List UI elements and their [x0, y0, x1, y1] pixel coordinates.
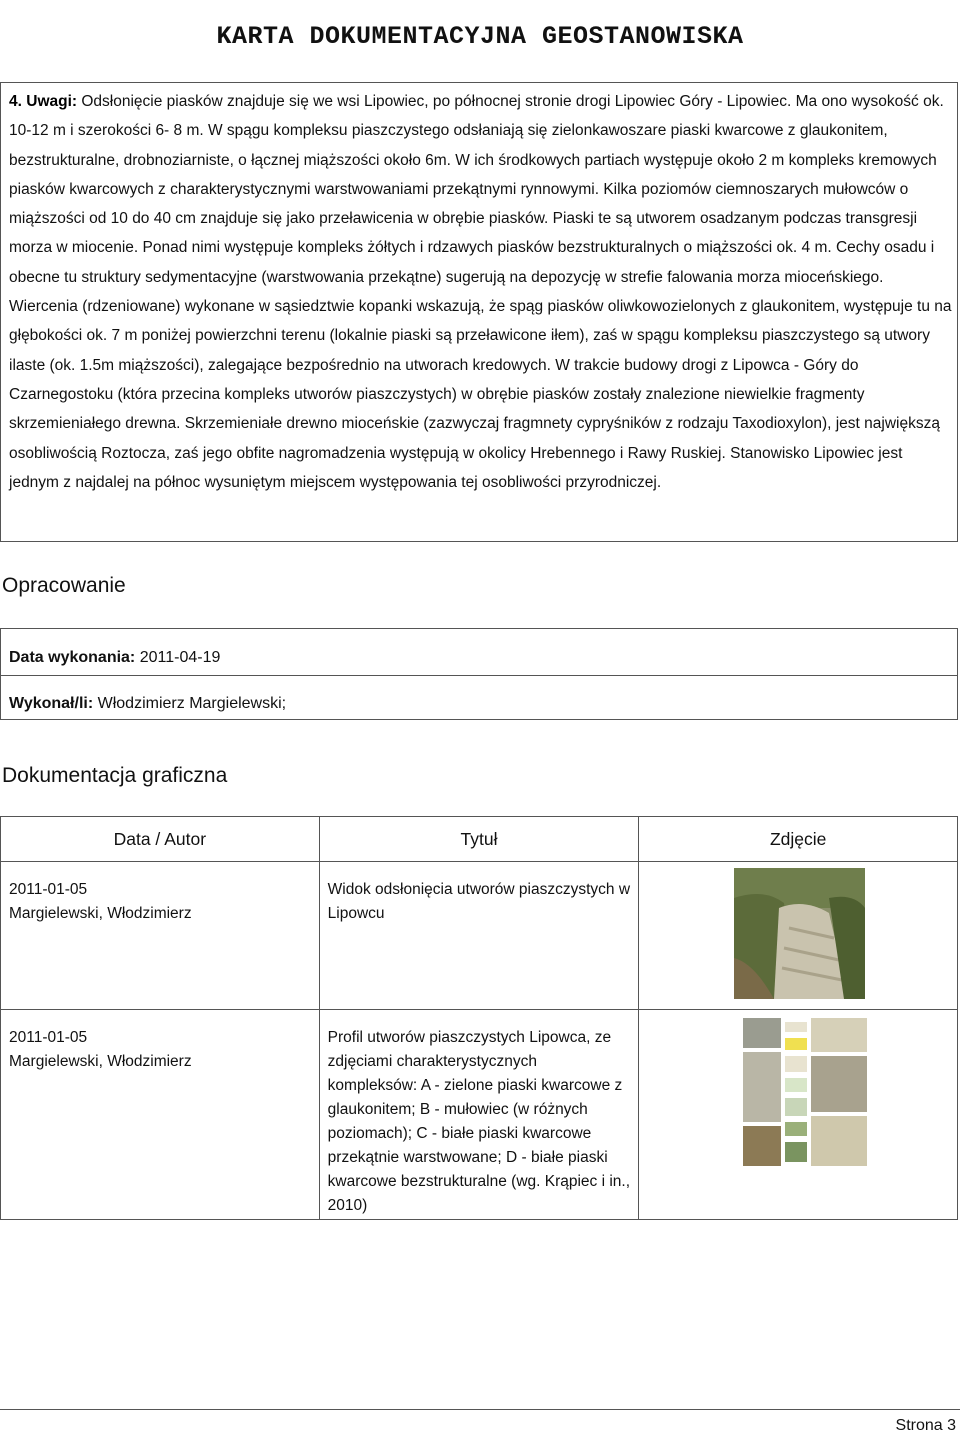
table-row: [1, 1010, 958, 1220]
col-header-photo: Zdjęcie: [639, 817, 958, 862]
notes-label: Uwagi:: [26, 93, 78, 110]
row-author: Margielewski, Włodzimierz: [9, 905, 192, 922]
notes-number: 4.: [9, 93, 22, 110]
outcrop-photo[interactable]: [734, 868, 865, 999]
graphics-heading: Dokumentacja graficzna: [2, 764, 228, 787]
notes-body: Odsłonięcie piasków znajduje się we wsi Lipowiec, po północnej stronie drogi Lipowiec Góry - Lipowiec. Ma ono wysokość ok. 10-12 m i szerokości 6- 8 m. W spągu kompleksu piaszczystego odsłaniają się zielonkawoszare piaski kwarcowe z glaukonitem, bezstrukturalne, drobnoziarniste, o łącznej miąższości około 6m. W ich środkowych partiach występuje około 2 m kompleks kremowych piasków kwarcowych z charakterystycznymi warstwowaniami przekątnymi rynnowymi. Kilka poziomów ciemnoszarych mułowców o miąższości od 10 do 40 cm znajduje się jako przeławicenia w obrębie piasków. Piaski te są utworem osadzanym podczas transgresji morza w miocenie. Ponad nimi występuje kompleks żółtych i rdzawych piasków bezstrukturalnych o miąższości ok. 4 m. Cechy osadu i obecne tu struktury sedymentacyjne (warstwowania przekątne) sugerują na depozycję w strefie falowania morza mioceńskiego. Wiercenia (rdzeniowane) wykonane w sąsiedztwie kopanki wskazują, że spąg piasków oliwkowozielonych z glaukonitem, występuje tu na głębokości ok. 7 m poniżej powierzchni terenu (lokalnie piaski są przeławicone iłem), zaś w spągu kompleksu piaszczystego są utwory ilaste (ok. 1.5m miąższości), zalegające bezpośrednio na utworach kredowych. W trakcie budowy drogi z Lipowca - Góry do Czarnegostoku (która przecina kompleks utworów piaszczystych) w obrębie piasków zostały znalezione niewielkie fragmenty skrzemieniałego drewna. Skrzemieniałe drewno mioceńskie (zazwyczaj fragmnety cypryśników z rodzaju Taxodioxylon), jest największą osobliwością Roztocza, zaś jego obfite nagromadzenia występują w okolicy Hrebennego i Rawy Ruskiej. Stanowisko Lipowiec jest jednym z najdalej na północ wysuniętym miejscem występowania tej osobliwości przyrodniczej.: [9, 93, 952, 491]
notes-text-block: [9, 87, 954, 497]
date-value: 2011-04-19: [139, 649, 221, 666]
row-title: Widok odsłonięcia utworów piaszczystych w Lipowcu: [327, 881, 631, 922]
footer-divider: [0, 1409, 960, 1410]
table-row: [1, 862, 958, 1010]
profile-photo[interactable]: [741, 1016, 869, 1168]
author-label: Wykonał/li:: [9, 695, 94, 712]
row-title: Profil utworów piaszczystych Lipowca, ze zdjęciami charakterystycznych kompleksów: A - zielone piaski kwarcowe z glaukonitem; B - mułowiec (w różnych poziomach); C - białe piaski kwarcowe przekątnie warstwowane; D - białe piaski kwarcowe bezstrukturalne (wg. Krąpiec i in., 2010): [327, 1029, 631, 1214]
author-row: [0, 675, 958, 720]
page-title: KARTA DOKUMENTACYJNA GEOSTANOWISKA: [216, 22, 744, 51]
table-header-row: [1, 817, 958, 862]
date-row: [0, 628, 958, 676]
row-date: 2011-01-05: [9, 1029, 88, 1046]
col-header-title: Tytuł: [319, 817, 639, 862]
date-label: Data wykonania:: [9, 649, 136, 666]
col-header-date-author: Data / Autor: [1, 817, 320, 862]
row-date: 2011-01-05: [9, 881, 88, 898]
opracowanie-heading: Opracowanie: [2, 574, 126, 597]
row-author: Margielewski, Włodzimierz: [9, 1053, 192, 1070]
author-value: Włodzimierz Margielewski;: [97, 695, 287, 712]
graphics-table: [0, 816, 958, 1220]
page-number: Strona 3: [895, 1417, 956, 1434]
notes-section: [0, 82, 958, 542]
